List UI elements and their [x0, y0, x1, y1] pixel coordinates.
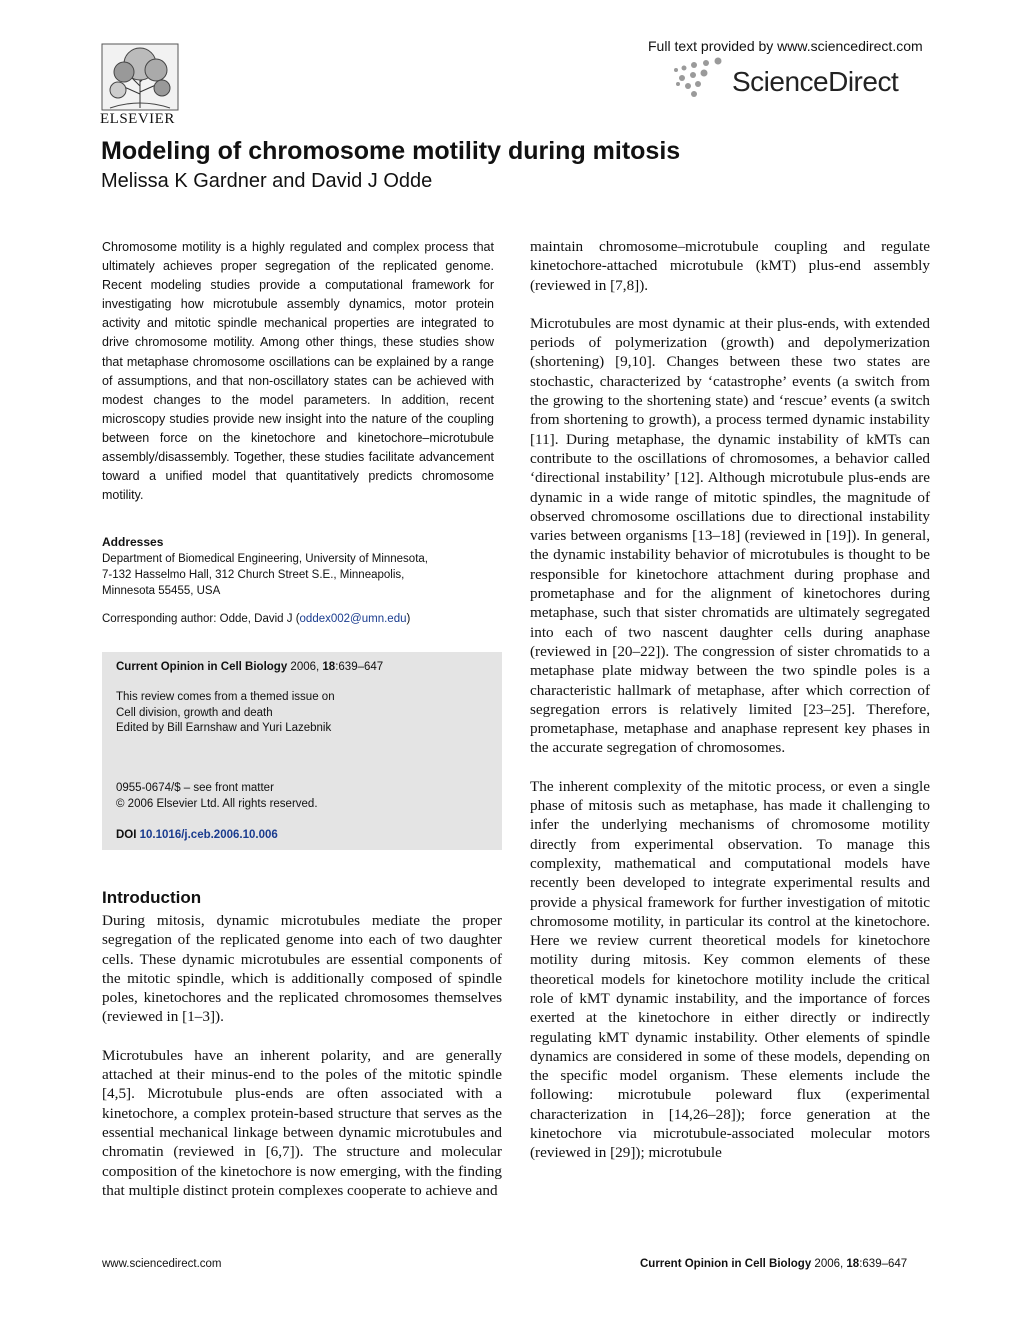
section-heading-introduction: Introduction: [102, 888, 202, 907]
paragraph: The inherent complexity of the mitotic process, or even a single phase of mitosis such as metaphase, has made it challenging to infer the underlying mechanisms of chromosome motility directly from experimental observation. To manage this complexity, mathematical and computational models have recently been developed to integrate experimental results and provide a physical framework for further investigation of mitotic chromosome motility, in particular its control at the kinetochore. Here we review current theoretical models for kinetochore motility during mitosis. Key common elements of these theoretical models for kinetochore motility include the critical role of kMT dynamic instability, and the importance of forces exerted at the kinetochore in either directly or indirectly regulating kMT dynamic instability. Other elements of spindle dynamics are considered in some of these models, depending on the specific model organism. These elements include the following: microtubule poleward flux (experimental characterization in [14,26–28]); force generation at the kinetochore via microtubule-associated molecular motors (reviewed in [29]); microtubule: [530, 777, 930, 1162]
journal-volume: 18: [322, 661, 336, 673]
copyright-line: © 2006 Elsevier Ltd. All rights reserved.: [116, 798, 318, 810]
journal-year: 2006,: [287, 661, 323, 673]
email-link[interactable]: oddex002@umn.edu: [299, 613, 407, 625]
article-info-box: [102, 652, 502, 850]
footer-pages: :639–647: [859, 1258, 908, 1270]
paragraph: Microtubules are most dynamic at their plus-ends, with extended periods of polymerization (growth) and depolymerization (shortening) [9,10]. Changes between these two states are stochastic, characterized by ‘catastrophe’ events (a switch from the growing to the shortening state) and ‘rescue’ events (a switch from shortening to growth), a process termed dynamic instability [11]. During metaphase, the dynamic instability of kMTs can contribute to the oscillations of chromosomes, a behavior called ‘directional instability’ [12]. Although microtubule plus-ends are dynamic in a wide range of mitotic spindles, the magnitude of observed chromosome oscillations due to directional instability varies between organisms [13–18] (reviewed in [19]). In general, the dynamic instability behavior of microtubules is thought to be responsible for kinetochore attachment during prophase and prometaphase and for the alignment of kinetochores during metaphase, such that sister chromatids are ultimately segregated into each of two nascent daughter cells during anaphase (reviewed in [20–22]). The congression of sister chromatids to a metaphase plate midway between the two spindle poles is a characteristic hallmark of metaphase, after which correction of segregation errors is relatively limited [23–25]. Therefore, prometaphase, metaphase and anaphase represent key phases in the accurate segregation of chromosomes.: [530, 314, 930, 757]
paragraph: Microtubules have an inherent polarity, and are generally attached at their minus-end to the poles of the mitotic spindle [4,5]. Microtubule plus-ends are often associated with a kinetochore, a complex protein-based structure that serves as the essential mechanical linkage between dynamic microtubules and chromatin (reviewed in [6,7]). The structure and molecular composition of the kinetochore is now emerging, with the finding that multiple distinct protein complexes cooperate to achieve and: [102, 1046, 502, 1199]
issn-line: 0955-0674/$ – see front matter: [116, 782, 274, 794]
footer-journal: Current Opinion in Cell Biology: [640, 1258, 812, 1270]
footer-website[interactable]: www.sciencedirect.com: [102, 1258, 222, 1270]
left-column-body: [102, 911, 502, 1200]
themed-issue: [116, 690, 335, 737]
address-line: Minnesota 55455, USA: [102, 585, 221, 597]
address-line: 7-132 Hasselmo Hall, 312 Church Street S.E., Minneapolis,: [102, 569, 405, 581]
addresses-body: [102, 551, 494, 599]
article-authors: Melissa K Gardner and David J Odde: [101, 170, 433, 192]
article-title: Modeling of chromosome motility during mitosis: [101, 137, 681, 165]
doi-label: DOI: [116, 829, 140, 841]
abstract: Chromosome motility is a highly regulated and complex process that ultimately achieves proper segregation of the replicated genome. Recent modeling studies provide a computational framework for investigating how microtubule assembly dynamics, motor protein activity and mitotic spindle mechanical properties are integrated to drive chromosome motility. Among other things, these studies show that metaphase chromosome oscillations can be explained by a range of assumptions, and that non-oscillatory states can be achieved with modest changes to the model parameters. In addition, recent microscopy studies provide new insight into the nature of the coupling between force on the kinetochore and kinetochore–microtubule assembly/disassembly. Together, these studies facilitate advancement toward a unified model that quantitatively predicts chromosome motility.: [102, 240, 494, 503]
themed-line: This review comes from a themed issue on: [116, 691, 335, 703]
publisher-name: ELSEVIER: [100, 111, 175, 127]
journal-name: Current Opinion in Cell Biology: [116, 661, 288, 673]
footer-volume: 18: [846, 1258, 860, 1270]
address-line: Department of Biomedical Engineering, University of Minnesota,: [102, 553, 428, 565]
sciencedirect-dots-icon: [668, 56, 728, 98]
doi-link[interactable]: 10.1016/j.ceb.2006.10.006: [139, 829, 278, 841]
doi-line: [116, 828, 278, 844]
footer-year: 2006,: [811, 1258, 847, 1270]
paragraph: During mitosis, dynamic microtubules mediate the proper segregation of the replicated genome into each of two daughter cells. These dynamic microtubules are essential components of the mitotic spindle, which is additionally composed of spindle poles, kinetochores and the replicated chromosomes themselves (reviewed in [1–3]).: [102, 912, 502, 1026]
journal-citation: [116, 660, 383, 676]
addresses-heading: Addresses: [102, 535, 164, 549]
corresponding-author: [102, 613, 410, 625]
corresponding-suffix: ): [406, 613, 411, 625]
themed-line: Cell division, growth and death: [116, 706, 273, 719]
journal-pages: :639–647: [335, 661, 384, 673]
fulltext-note: Full text provided by www.sciencedirect.com: [648, 38, 923, 54]
corresponding-prefix: Corresponding author: Odde, David J (: [102, 613, 300, 625]
right-column-body: [530, 237, 930, 1163]
paragraph: maintain chromosome–microtubule coupling and regulate kinetochore-attached microtubule (kMT) plus-end assembly (reviewed in [7,8]).: [530, 238, 930, 294]
editors-line: Edited by Bill Earnshaw and Yuri Lazebnik: [116, 722, 332, 734]
sciencedirect-wordmark: ScienceDirect: [732, 66, 899, 97]
footer-citation: [640, 1258, 907, 1270]
